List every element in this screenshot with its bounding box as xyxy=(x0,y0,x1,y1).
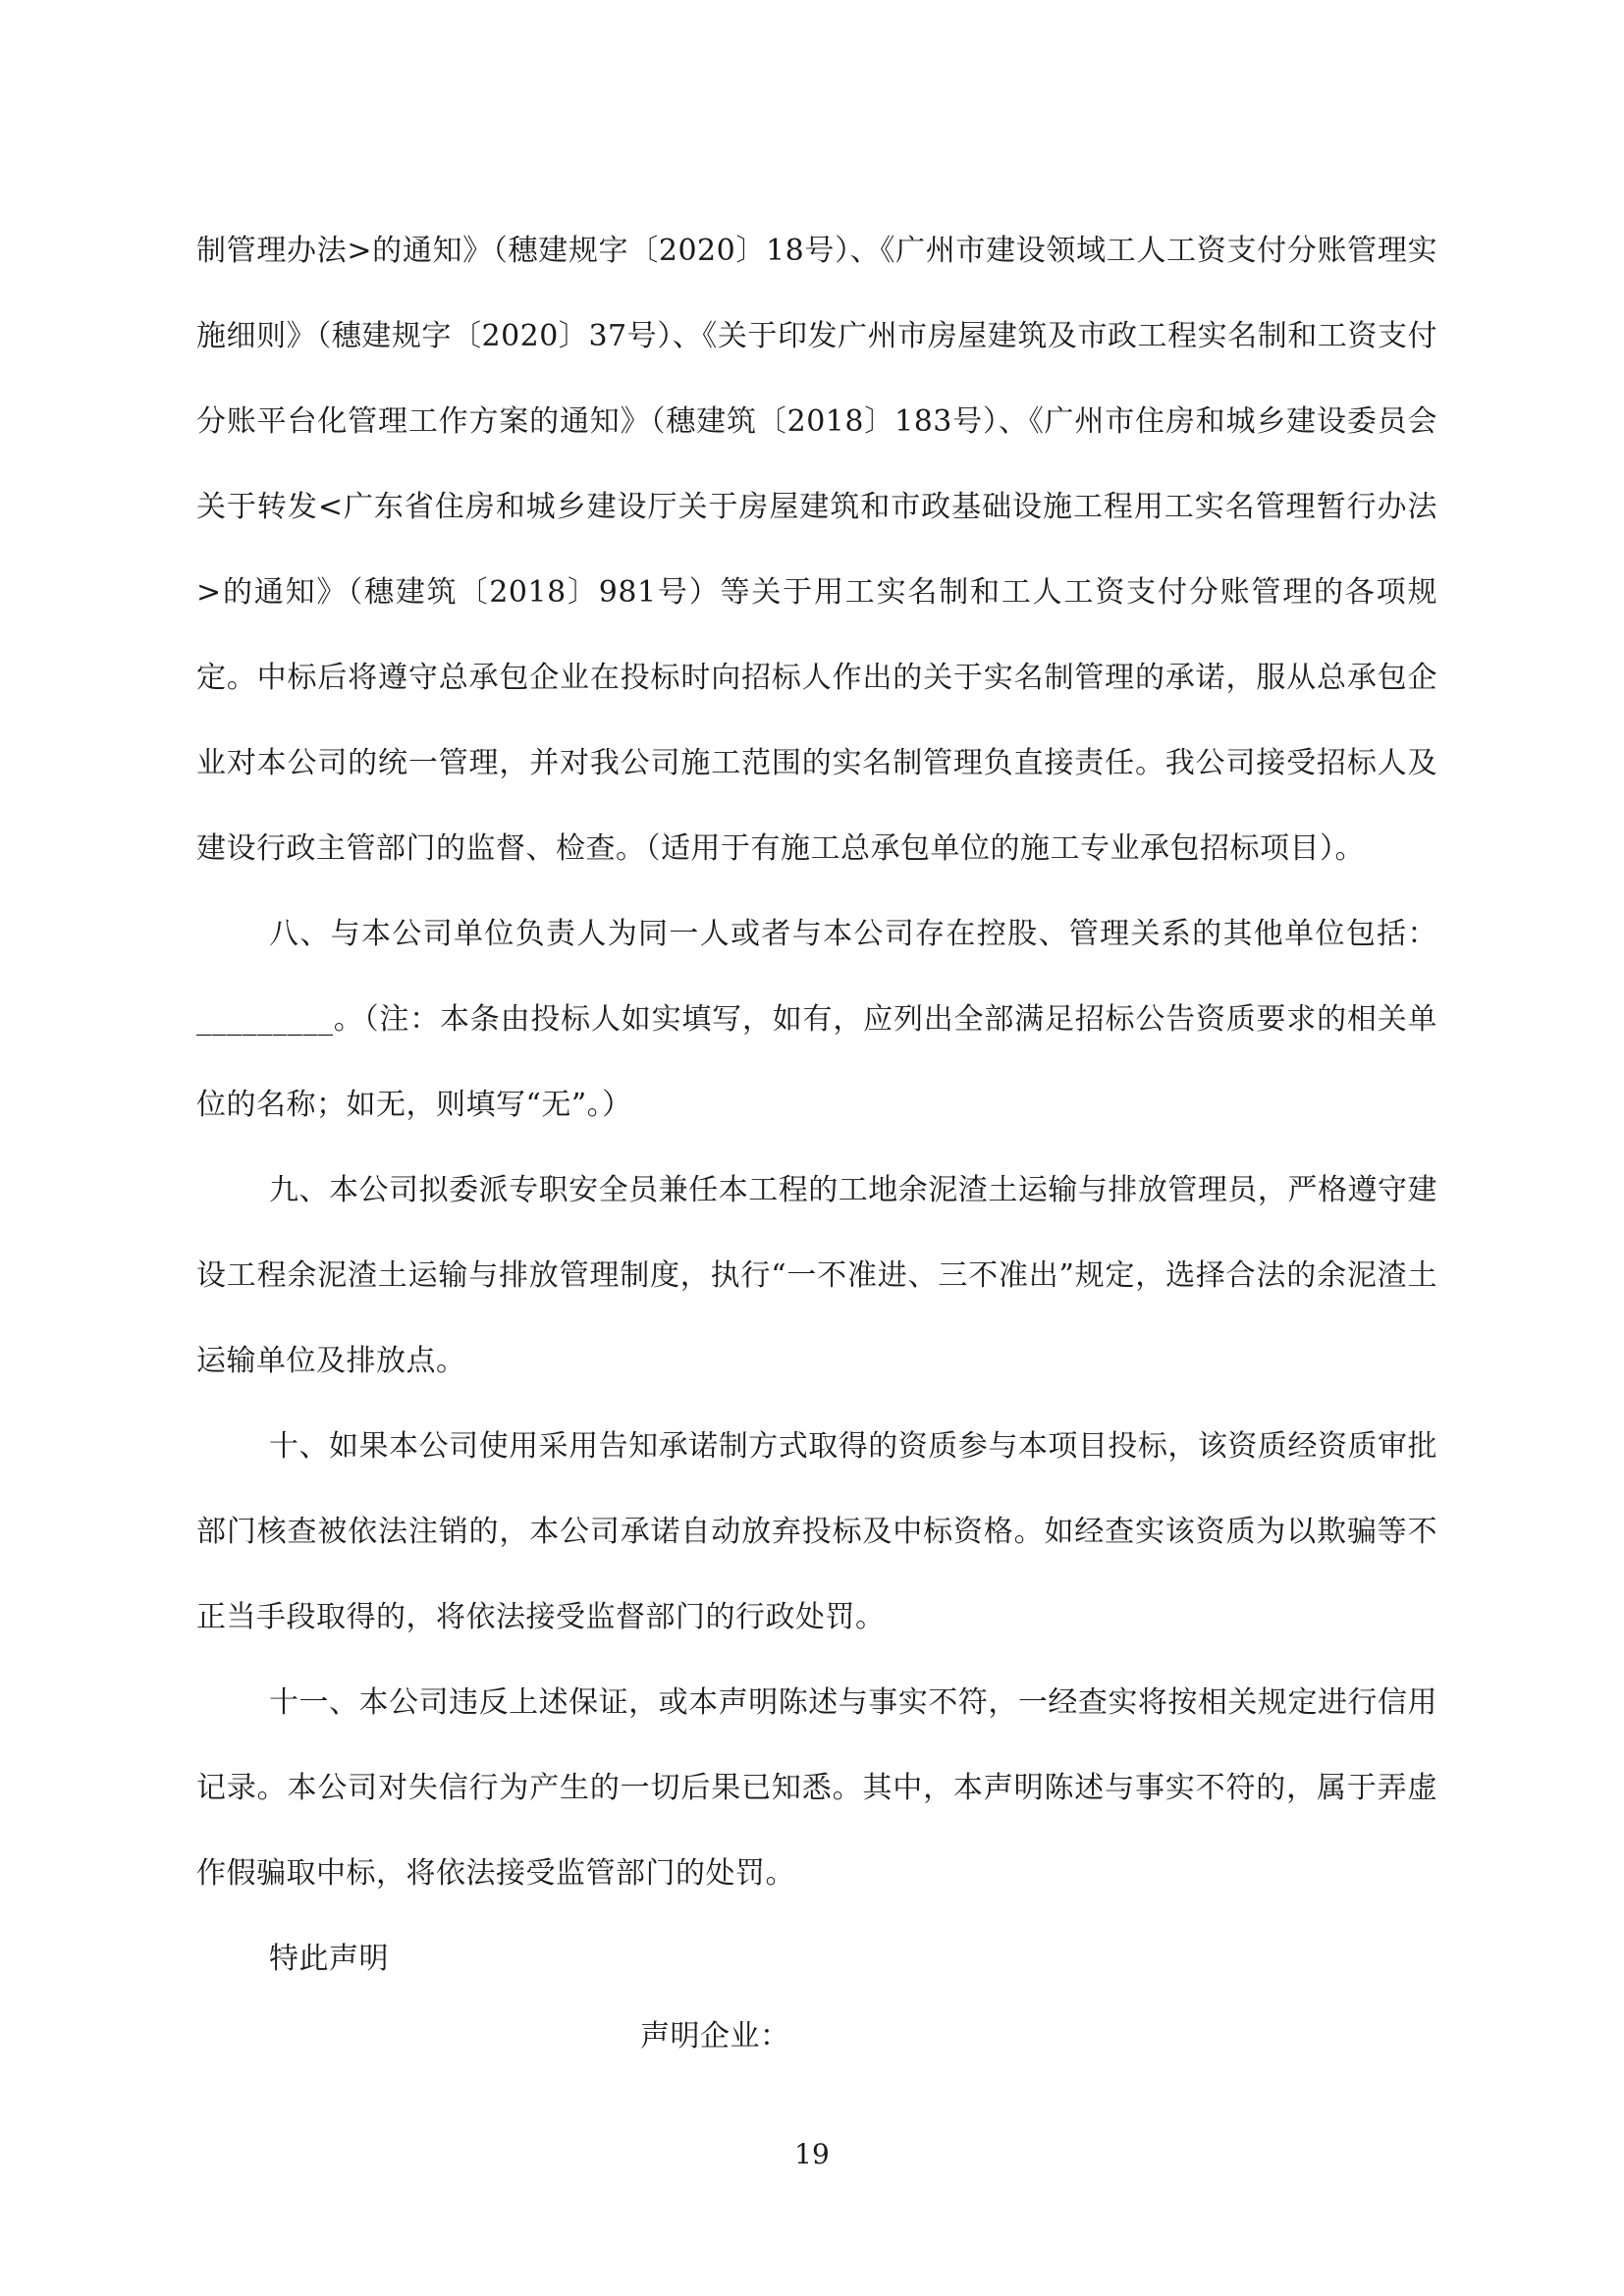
document-body xyxy=(196,208,1437,2002)
paragraph-item-8: 八、与本公司单位负责人为同一人或者与本公司存在控股、管理关系的其他单位包括：_________。（注：本条由投标人如实填写，如有，应列出全部满足招标公告资质要求的相关单位的名称；如无，则填写“无”。） xyxy=(196,917,1437,1122)
page-number: 19 xyxy=(794,2138,830,2170)
paragraph-item-10: 十、如果本公司使用采用告知承诺制方式取得的资质参与本项目投标，该资质经资质审批部门核查被依法注销的，本公司承诺自动放弃投标及中标资格。如经查实该资质为以欺骗等不正当手段取得的，将依法接受监督部门的行政处罚。 xyxy=(196,1429,1437,1634)
paragraph-item-9: 九、本公司拟委派专职安全员兼任本工程的工地余泥渣土运输与排放管理员，严格遵守建设工程余泥渣土运输与排放管理制度，执行“一不准进、三不准出”规定，选择合法的余泥渣土运输单位及排放点。 xyxy=(196,1173,1437,1378)
signature-label: 声明企业： xyxy=(640,2019,790,2054)
paragraph-continuation: 制管理办法>的通知》（穗建规字〔2020〕18号）、《广州市建设领域工人工资支付分账管理实施细则》（穗建规字〔2020〕37号）、《关于印发广州市房屋建筑及市政工程实名制和工资支付分账平台化管理工作方案的通知》（穗建筑〔2018〕183号）、《广州市住房和城乡建设委员会关于转发<广东省住房和城乡建设厅关于房屋建筑和市政基础设施工程用工实名管理暂行办法>的通知》（穗建筑〔2018〕981号）等关于用工实名制和工人工资支付分账管理的各项规定。中标后将遵守总承包企业在投标时向招标人作出的关于实名制管理的承诺，服从总承包企业对本公司的统一管理，并对我公司施工范围的实名制管理负直接责任。我公司接受招标人及建设行政主管部门的监督、检查。（适用于有施工总承包单位的施工专业承包招标项目）。 xyxy=(196,234,1437,866)
paragraph-item-11: 十一、本公司违反上述保证，或本声明陈述与事实不符，一经查实将按相关规定进行信用记录。本公司对失信行为产生的一切后果已知悉。其中，本声明陈述与事实不符的，属于弄虚作假骗取中标，将依法接受监管部门的处罚。 xyxy=(196,1685,1437,1891)
closing-statement: 特此声明 xyxy=(269,1942,389,1976)
